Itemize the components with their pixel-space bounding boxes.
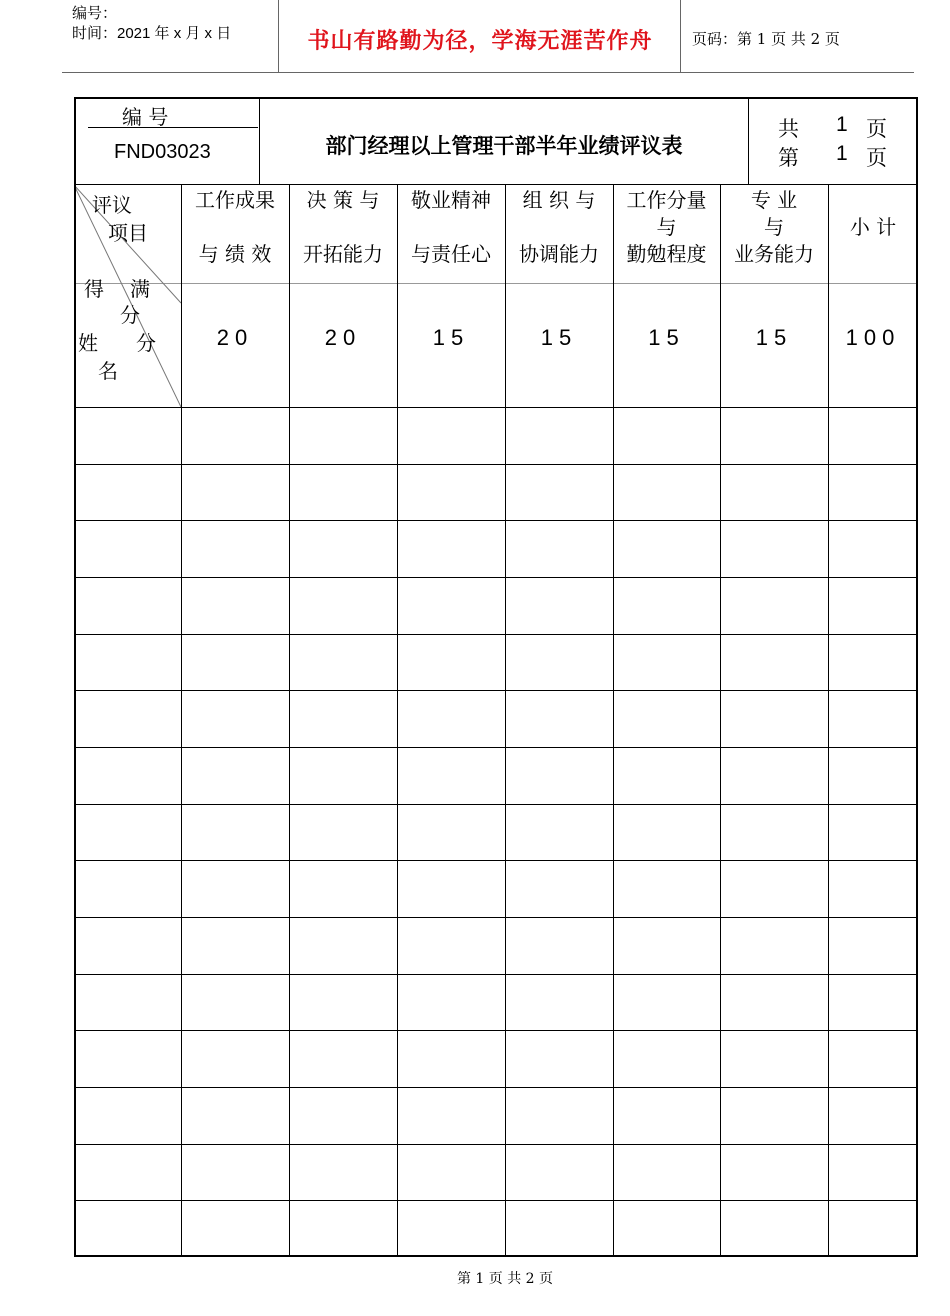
- grid-line: [74, 184, 918, 185]
- grid-line: [74, 860, 918, 861]
- column-header-line: 协调能力: [519, 242, 599, 266]
- column-header-line: 组 织 与: [522, 188, 596, 212]
- column-header: [613, 187, 720, 268]
- corner-name-b: 分: [136, 331, 156, 355]
- current-page-label: 第: [778, 146, 799, 170]
- column-header: [720, 187, 828, 268]
- column-header-line: [828, 241, 918, 268]
- max-score-value: 15: [540, 325, 578, 350]
- current-page-value: 1: [836, 142, 848, 165]
- doc-number-label: 编号：: [72, 5, 118, 22]
- grid-line: [74, 407, 918, 408]
- grid-line: [74, 577, 918, 578]
- column-header-line: 工作成果: [195, 188, 275, 212]
- number-underline: [88, 127, 258, 128]
- page-footer: 第 1 页 共 2 页: [456, 1271, 554, 1287]
- grid-line: [74, 634, 918, 635]
- corner-name-c: 名: [98, 359, 118, 383]
- current-page-unit: 页: [866, 146, 887, 170]
- max-score-value: 15: [648, 325, 685, 350]
- column-header-line: 工作分量: [626, 188, 707, 212]
- column-header-line: 开拓能力: [303, 242, 383, 266]
- grid-line: [74, 974, 918, 975]
- grid-line: [74, 1087, 918, 1088]
- header-rule: [62, 72, 914, 73]
- form-border: [74, 97, 918, 1257]
- total-pages-unit: 页: [866, 117, 887, 141]
- column-header-line: [397, 214, 505, 241]
- max-score-value: 15: [755, 325, 793, 350]
- column-header-line: 与: [656, 215, 677, 239]
- max-score-value: 20: [216, 325, 254, 350]
- column-header: [397, 187, 505, 268]
- column-header-line: 专 业: [750, 188, 798, 212]
- total-pages-label: 共: [778, 117, 799, 141]
- grid-line: [74, 283, 918, 284]
- header-page-info: 页码：第 1 页 共 2 页: [692, 30, 840, 48]
- grid-line: [74, 520, 918, 521]
- grid-line: [74, 1144, 918, 1145]
- header-motto: 书山有路勤为径，学海无涯苦作舟: [307, 28, 653, 54]
- form-title: 部门经理以上管理干部半年业绩评议表: [325, 133, 683, 158]
- column-header-line: [505, 214, 613, 241]
- column-header-line: [828, 187, 918, 214]
- column-header: [181, 187, 289, 268]
- grid-line: [74, 464, 918, 465]
- corner-name-a: 姓: [78, 331, 98, 355]
- max-score-value: 100: [845, 325, 901, 350]
- max-score-value: 15: [432, 325, 470, 350]
- column-header-line: 与责任心: [411, 242, 491, 266]
- grid-line: [74, 690, 918, 691]
- evaluation-form: [74, 97, 918, 1257]
- grid-line: [748, 97, 749, 185]
- column-header: [828, 187, 918, 268]
- column-header-line: 决 策 与: [306, 188, 380, 212]
- corner-item-b: 项目: [108, 221, 148, 245]
- corner-full-c: 分: [120, 303, 140, 327]
- form-number-value: FND03023: [114, 141, 211, 163]
- corner-full-b: 满: [130, 277, 150, 301]
- column-header-line: 小 计: [849, 215, 897, 239]
- column-header-line: 勤勉程度: [626, 242, 707, 266]
- column-header-line: [289, 214, 397, 241]
- form-number-label: 编 号: [122, 105, 169, 129]
- grid-line: [74, 1200, 918, 1201]
- grid-line: [74, 804, 918, 805]
- column-header: [505, 187, 613, 268]
- header-meta: [72, 4, 231, 44]
- corner-full-a: 得: [84, 277, 104, 301]
- column-header-line: 敬业精神: [411, 188, 491, 212]
- grid-line: [74, 747, 918, 748]
- corner-item-a: 评议: [92, 193, 132, 217]
- column-header-line: [181, 214, 289, 241]
- total-pages-value: 1: [836, 113, 848, 136]
- grid-line: [74, 1030, 918, 1031]
- grid-line: [74, 917, 918, 918]
- column-header-line: 与: [764, 215, 784, 239]
- max-score-value: 20: [324, 325, 362, 350]
- column-header-line: 与 绩 效: [198, 242, 272, 266]
- date-line: 时间：2021 年 x 月 x 日: [72, 25, 232, 42]
- column-header-line: 业务能力: [734, 242, 814, 266]
- column-header: [289, 187, 397, 268]
